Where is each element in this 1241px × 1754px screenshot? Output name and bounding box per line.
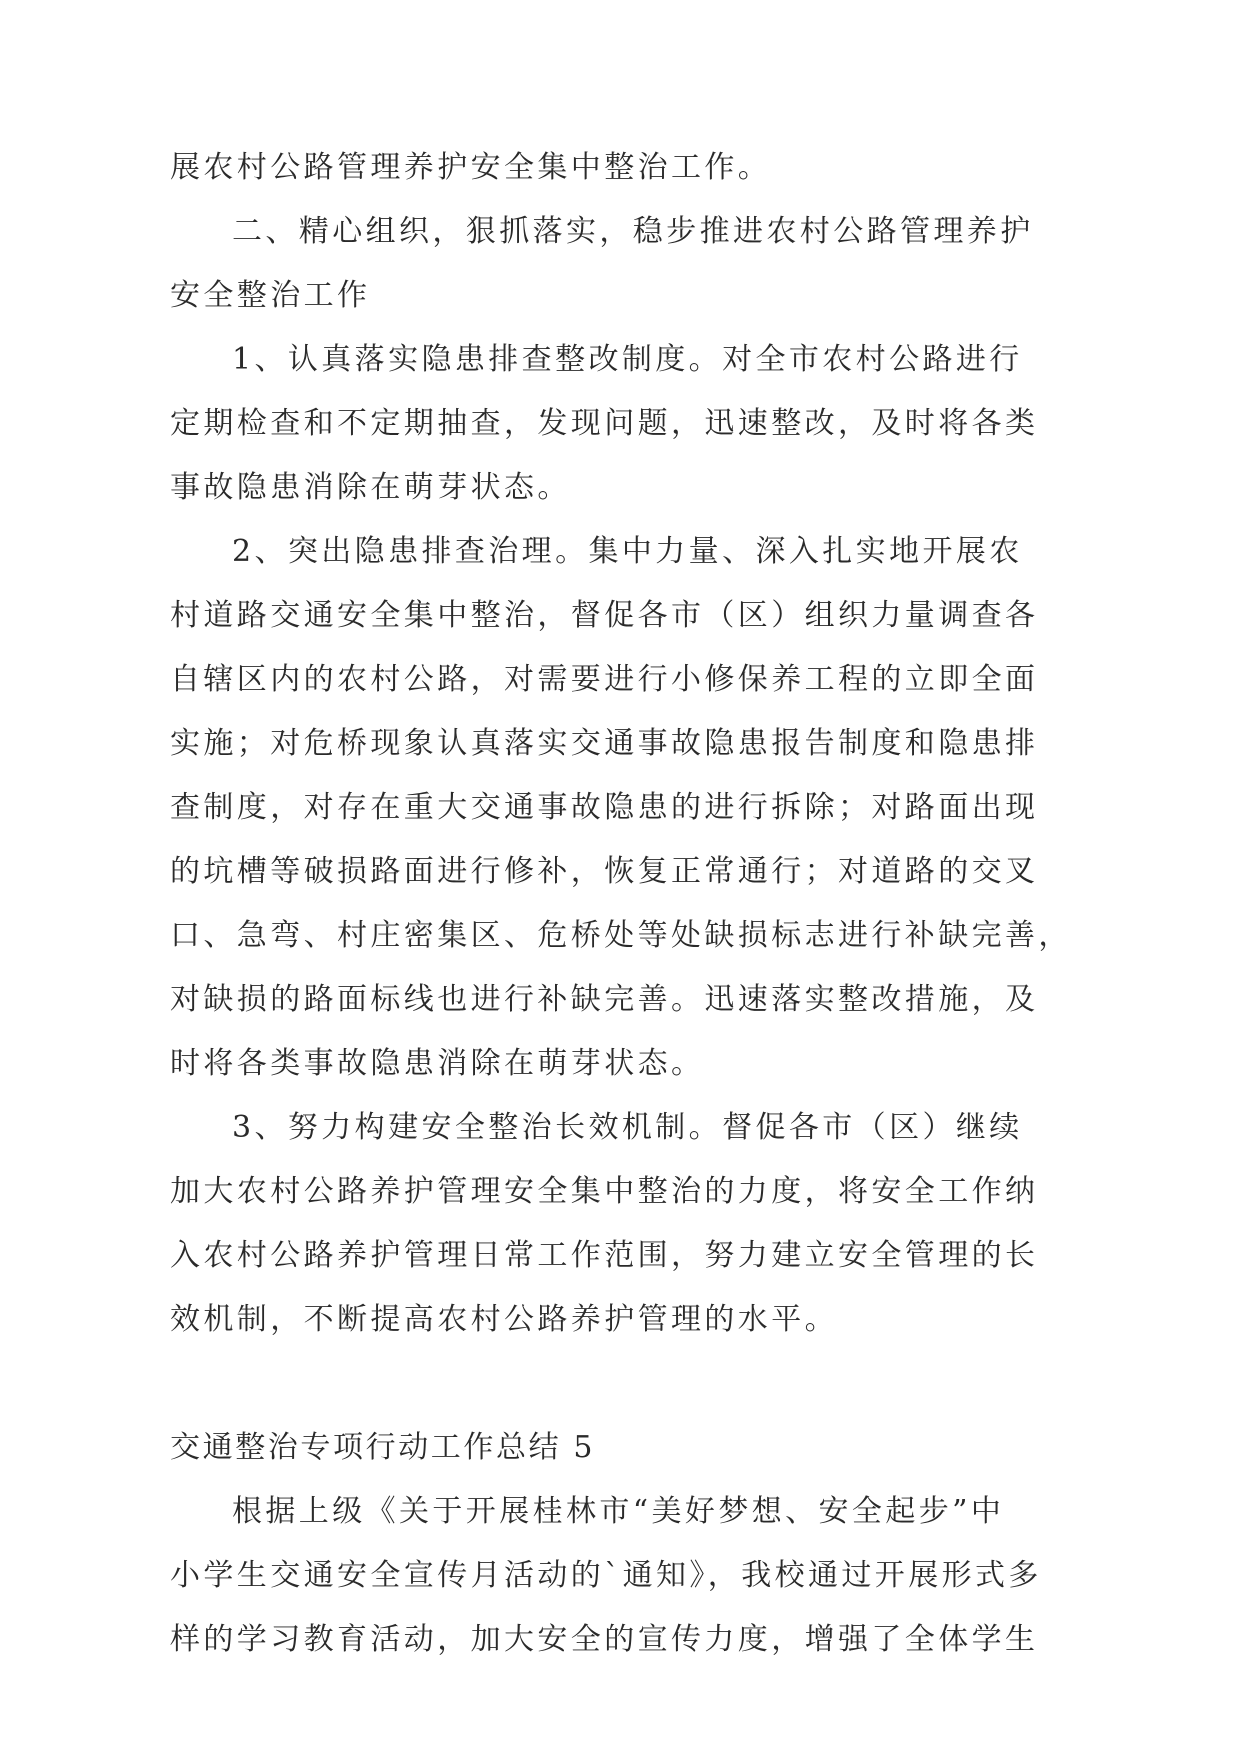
text-line: 1、认真落实隐患排查整改制度。对全市农村公路进行: [232, 342, 1023, 377]
text-line: 小学生交通安全宣传月活动的`通知》，我校通过开展形式多: [170, 1558, 1042, 1593]
text-line: 时将各类事故隐患消除在萌芽状态。: [170, 1046, 705, 1081]
text-line: 村道路交通安全集中整治，督促各市（区）组织力量调查各: [170, 598, 1039, 633]
text-line: 二、精心组织，狠抓落实，稳步推进农村公路管理养护: [232, 214, 1034, 249]
text-line: 入农村公路养护管理日常工作范围，努力建立安全管理的长: [170, 1238, 1039, 1273]
text-line: 对缺损的路面标线也进行补缺完善。迅速落实整改措施，及: [170, 982, 1039, 1017]
text-line: 的坑槽等破损路面进行修补，恢复正常通行；对道路的交叉: [170, 854, 1039, 889]
text-line: 事故隐患消除在萌芽状态。: [170, 470, 571, 505]
text-line: 3、努力构建安全整治长效机制。督促各市（区）继续: [232, 1110, 1023, 1145]
text-line: 效机制，不断提高农村公路养护管理的水平。: [170, 1302, 838, 1337]
text-line: 安全整治工作: [170, 278, 371, 313]
paragraph-gap: [170, 1352, 950, 1416]
text-line: 加大农村公路养护管理安全集中整治的力度，将安全工作纳: [170, 1174, 1039, 1209]
text-line: 2、突出隐患排查治理。集中力量、深入扎实地开展农: [232, 534, 1023, 569]
text-line: 根据上级《关于开展桂林市“美好梦想、安全起步”中: [232, 1494, 1005, 1529]
text-line: 样的学习教育活动，加大安全的宣传力度，增强了全体学生: [170, 1622, 1039, 1657]
text-line: 查制度，对存在重大交通事故隐患的进行拆除；对路面出现: [170, 790, 1039, 825]
text-line: 口、急弯、村庄密集区、危桥处等处缺损标志进行补缺完善，: [170, 918, 1072, 953]
text-line: 实施；对危桥现象认真落实交通事故隐患报告制度和隐患排: [170, 726, 1039, 761]
text-line: 展农村公路管理养护安全集中整治工作。: [170, 150, 772, 185]
text-line: 自辖区内的农村公路，对需要进行小修保养工程的立即全面: [170, 662, 1039, 697]
section-heading: 交通整治专项行动工作总结 5: [170, 1430, 596, 1465]
document-body: [170, 136, 1072, 1672]
text-line: 定期检查和不定期抽查，发现问题，迅速整改，及时将各类: [170, 406, 1039, 441]
